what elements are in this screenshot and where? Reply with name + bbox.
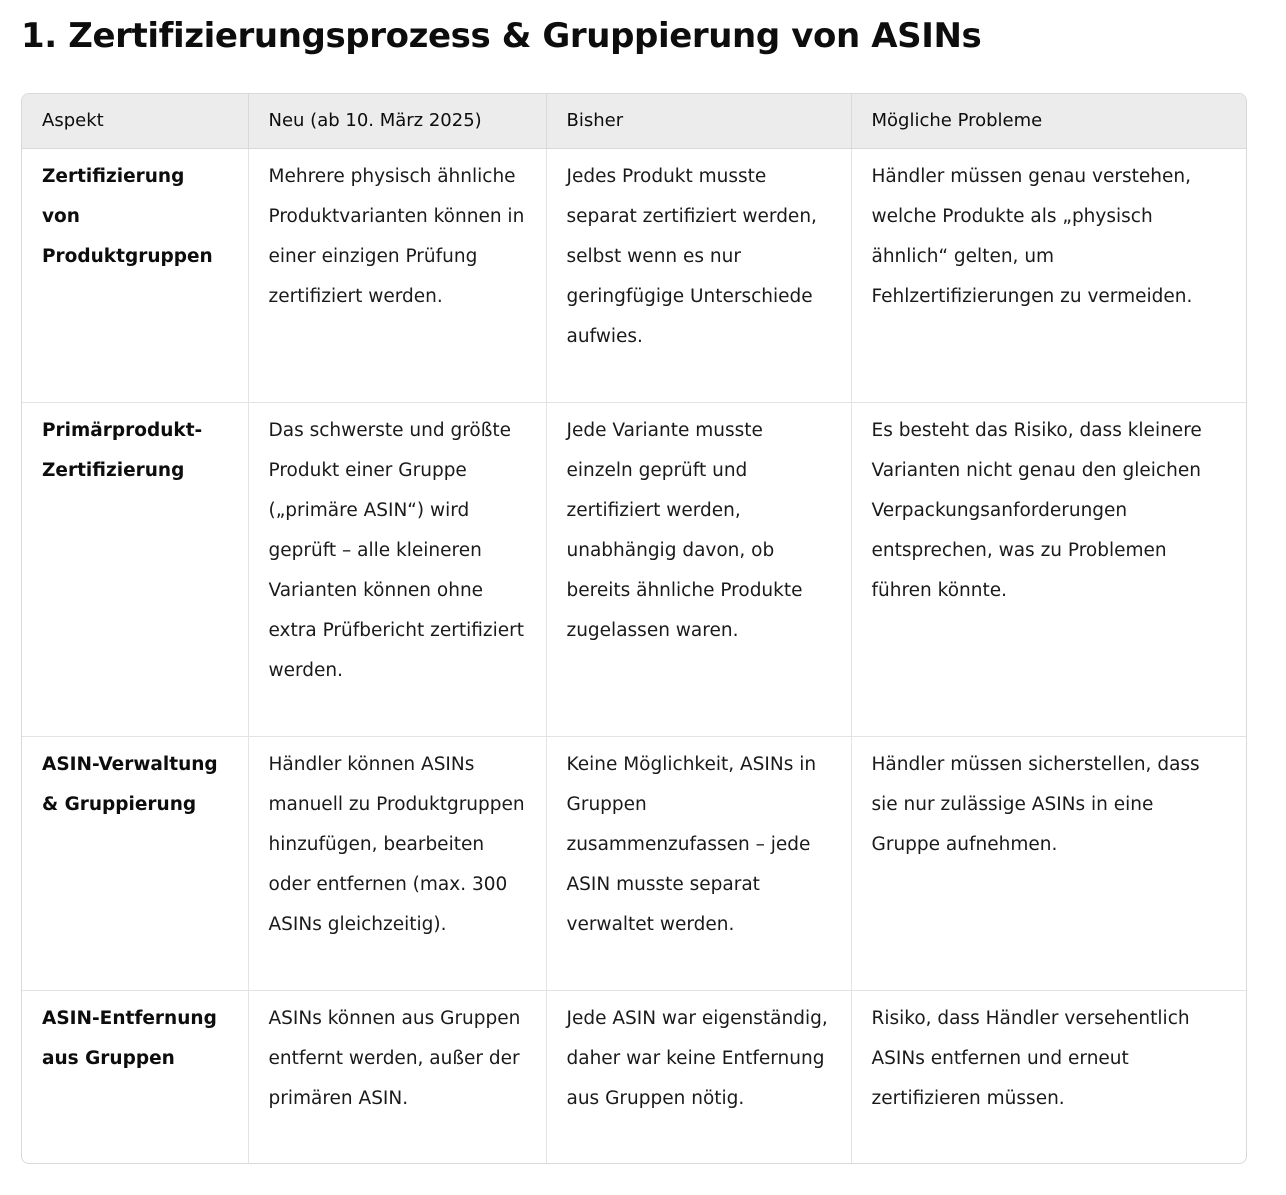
cell-probleme: Es besteht das Risiko, dass kleinere Varianten nicht genau den gleichen Verpackungsanforderungen entsprechen, was zu Problemen führen könnte. <box>851 402 1246 736</box>
section-heading: 1. Zertifizierungsprozess & Gruppierung von ASINs <box>21 16 982 56</box>
cell-bisher: Jede ASIN war eigenständig, daher war keine Entfernung aus Gruppen nötig. <box>546 990 851 1164</box>
cell-bisher: Jedes Produkt musste separat zertifiziert werden, selbst wenn es nur geringfügige Unterschiede aufwies. <box>546 148 851 402</box>
cell-probleme: Händler müssen sicherstellen, dass sie nur zulässige ASINs in eine Gruppe aufnehmen. <box>851 736 1246 990</box>
column-header-probleme: Mögliche Probleme <box>851 94 1246 148</box>
cell-aspect: ASIN-Verwaltung & Gruppierung <box>22 736 248 990</box>
cell-bisher: Keine Möglichkeit, ASINs in Gruppen zusammenzufassen – jede ASIN musste separat verwaltet werden. <box>546 736 851 990</box>
table-row <box>22 148 1246 402</box>
cell-aspect: Primärprodukt-Zertifizierung <box>22 402 248 736</box>
cell-neu: ASINs können aus Gruppen entfernt werden, außer der primären ASIN. <box>248 990 546 1164</box>
cell-aspect: Zertifizierung von Produktgruppen <box>22 148 248 402</box>
table-header-row <box>22 94 1246 148</box>
column-header-aspekt: Aspekt <box>22 94 248 148</box>
table-header <box>22 94 1246 148</box>
comparison-table-container <box>21 93 1247 1164</box>
column-header-bisher: Bisher <box>546 94 851 148</box>
cell-neu: Mehrere physisch ähnliche Produktvarianten können in einer einzigen Prüfung zertifiziert werden. <box>248 148 546 402</box>
cell-neu: Das schwerste und größte Produkt einer Gruppe („primäre ASIN“) wird geprüft – alle kleineren Varianten können ohne extra Prüfbericht zertifiziert werden. <box>248 402 546 736</box>
cell-probleme: Händler müssen genau verstehen, welche Produkte als „physisch ähnlich“ gelten, um Fehlzertifizierungen zu vermeiden. <box>851 148 1246 402</box>
cell-probleme: Risiko, dass Händler versehentlich ASINs entfernen und erneut zertifizieren müssen. <box>871 1007 1190 1109</box>
table-row <box>22 402 1246 736</box>
table-row <box>22 736 1246 990</box>
cell-neu: Händler können ASINs manuell zu Produktgruppen hinzufügen, bearbeiten oder entfernen (max. 300 ASINs gleichzeitig). <box>248 736 546 990</box>
cell-aspect: ASIN-Entfernung aus Gruppen <box>22 990 248 1164</box>
comparison-table <box>22 94 1246 1164</box>
cell-bisher: Jede Variante musste einzeln geprüft und zertifiziert werden, unabhängig davon, ob bereits ähnliche Produkte zugelassen waren. <box>546 402 851 736</box>
table-body <box>22 148 1246 1164</box>
table-row <box>22 990 1246 1164</box>
column-header-neu: Neu (ab 10. März 2025) <box>248 94 546 148</box>
